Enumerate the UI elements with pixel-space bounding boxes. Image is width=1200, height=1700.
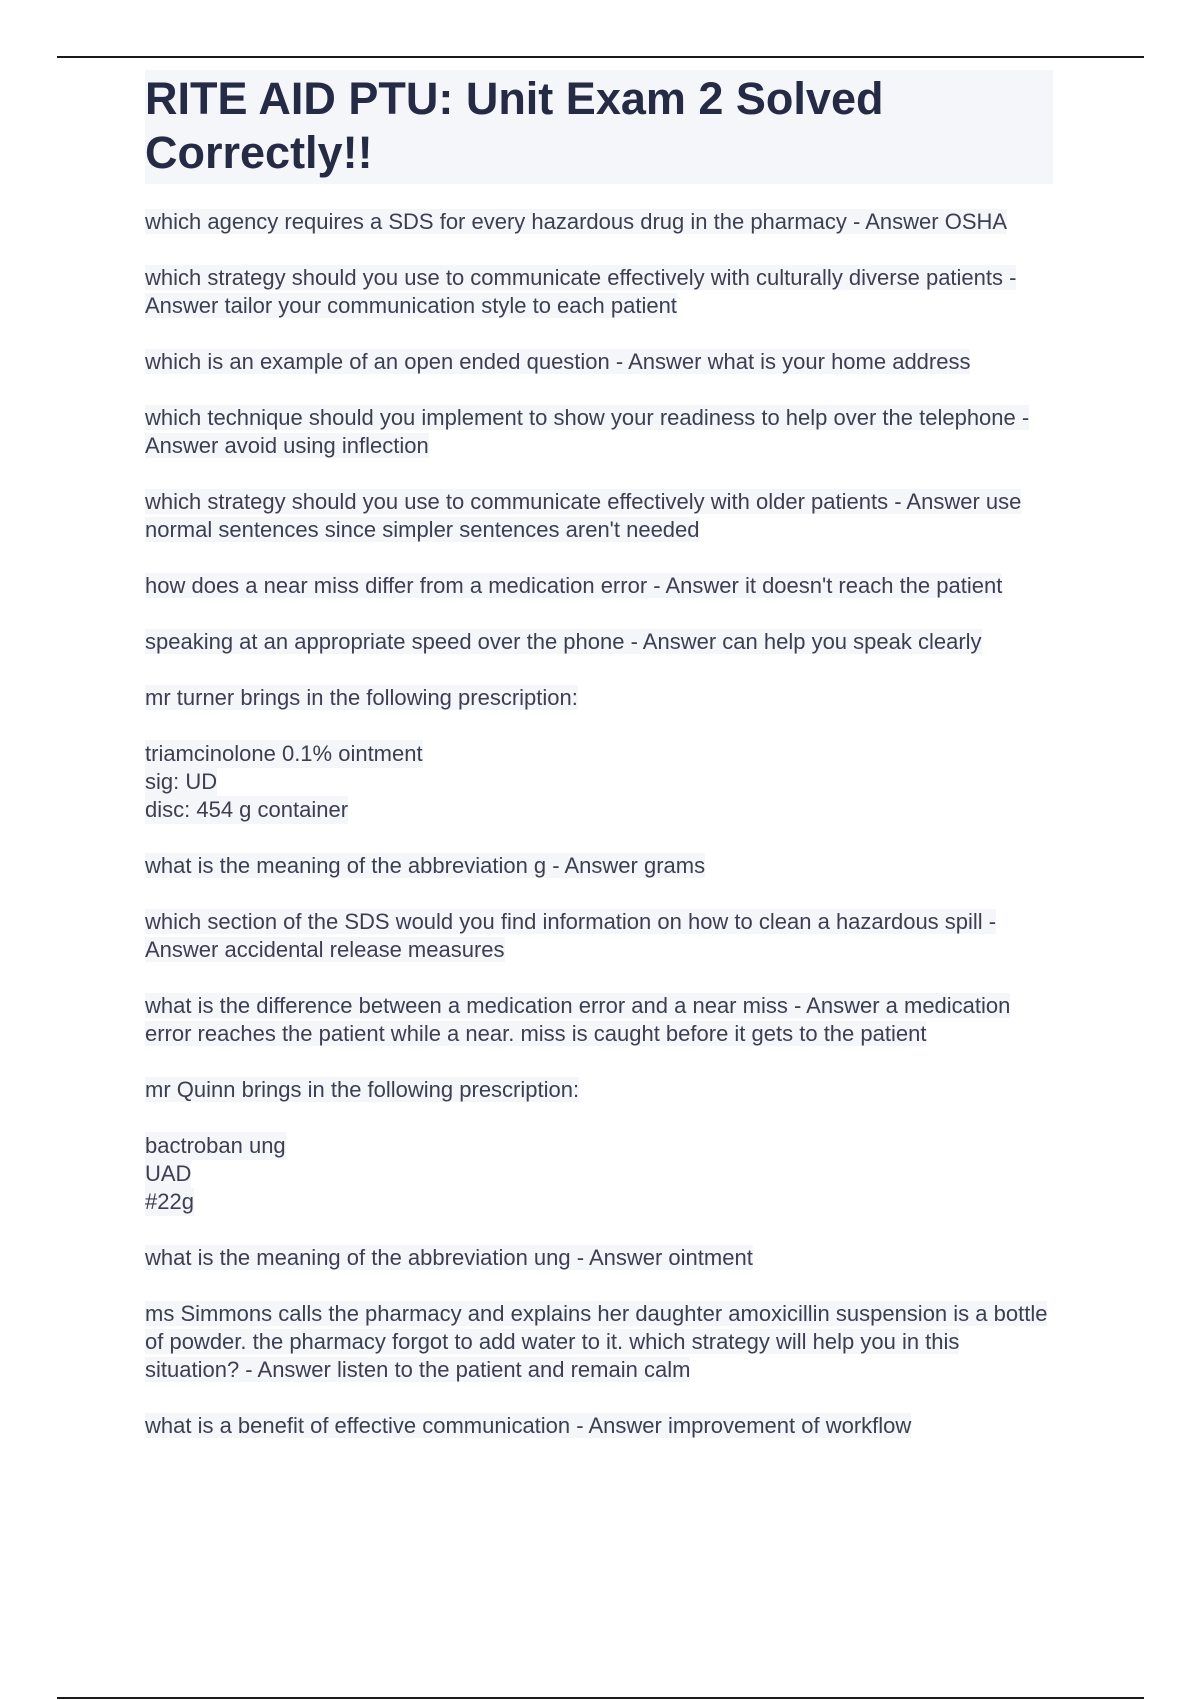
- qa-paragraph: [145, 488, 1055, 544]
- prescription-intro: [145, 1076, 1055, 1104]
- prescription-quantity: #22g: [145, 1189, 194, 1214]
- qa-paragraph: [145, 1300, 1055, 1384]
- qa-paragraph: [145, 404, 1055, 460]
- qa-text: what is the meaning of the abbreviation g - Answer grams: [145, 853, 706, 878]
- bottom-page-rule: [57, 1697, 1144, 1699]
- qa-text: mr Quinn brings in the following prescription:: [145, 1077, 580, 1102]
- prescription-intro: [145, 684, 1055, 712]
- qa-text: what is the difference between a medication error and a near miss - Answer a medication error reaches the patient while a near. miss is caught before it gets to the patient: [145, 993, 1011, 1046]
- qa-paragraph: [145, 1412, 1055, 1440]
- qa-paragraph: [145, 908, 1055, 964]
- prescription-drug: bactroban ung: [145, 1133, 286, 1158]
- qa-paragraph: [145, 208, 1055, 236]
- qa-text: which agency requires a SDS for every hazardous drug in the pharmacy - Answer OSHA: [145, 209, 1008, 234]
- qa-text: what is a benefit of effective communication - Answer improvement of workflow: [145, 1413, 912, 1438]
- qa-text: which section of the SDS would you find information on how to clean a hazardous spill - Answer accidental release measures: [145, 909, 997, 962]
- qa-paragraph: [145, 628, 1055, 656]
- document-content: [145, 208, 1055, 1440]
- prescription-disc: disc: 454 g container: [145, 797, 349, 822]
- qa-text: which strategy should you use to communicate effectively with culturally diverse patients - Answer tailor your communication style to each patient: [145, 265, 1017, 318]
- document-title: RITE AID PTU: Unit Exam 2 Solved Correctly!!: [145, 73, 884, 178]
- qa-paragraph: [145, 348, 1055, 376]
- qa-paragraph: [145, 264, 1055, 320]
- qa-paragraph: [145, 572, 1055, 600]
- prescription-block-turner: [145, 740, 1055, 824]
- qa-paragraph: [145, 1244, 1055, 1272]
- qa-text: mr turner brings in the following prescription:: [145, 685, 578, 710]
- title-block: [145, 70, 1053, 184]
- qa-text: speaking at an appropriate speed over the phone - Answer can help you speak clearly: [145, 629, 982, 654]
- prescription-drug: triamcinolone 0.1% ointment: [145, 741, 423, 766]
- qa-paragraph: [145, 992, 1055, 1048]
- prescription-block-quinn: [145, 1132, 1055, 1216]
- qa-text: which strategy should you use to communicate effectively with older patients - Answer use normal sentences since simpler sentences aren't needed: [145, 489, 1022, 542]
- qa-text: what is the meaning of the abbreviation ung - Answer ointment: [145, 1245, 753, 1270]
- top-page-rule: [57, 56, 1144, 58]
- qa-text: how does a near miss differ from a medication error - Answer it doesn't reach the patient: [145, 573, 1003, 598]
- qa-text: which technique should you implement to show your readiness to help over the telephone - Answer avoid using inflection: [145, 405, 1030, 458]
- prescription-directions: UAD: [145, 1161, 192, 1186]
- prescription-sig: sig: UD: [145, 769, 218, 794]
- qa-text: which is an example of an open ended question - Answer what is your home address: [145, 349, 971, 374]
- document-page: [145, 70, 1055, 1468]
- qa-text: ms Simmons calls the pharmacy and explains her daughter amoxicillin suspension is a bottle of powder. the pharmacy forgot to add water to it. which strategy will help you in this situation? - Answer listen to the patient and remain calm: [145, 1301, 1048, 1382]
- qa-paragraph: [145, 852, 1055, 880]
